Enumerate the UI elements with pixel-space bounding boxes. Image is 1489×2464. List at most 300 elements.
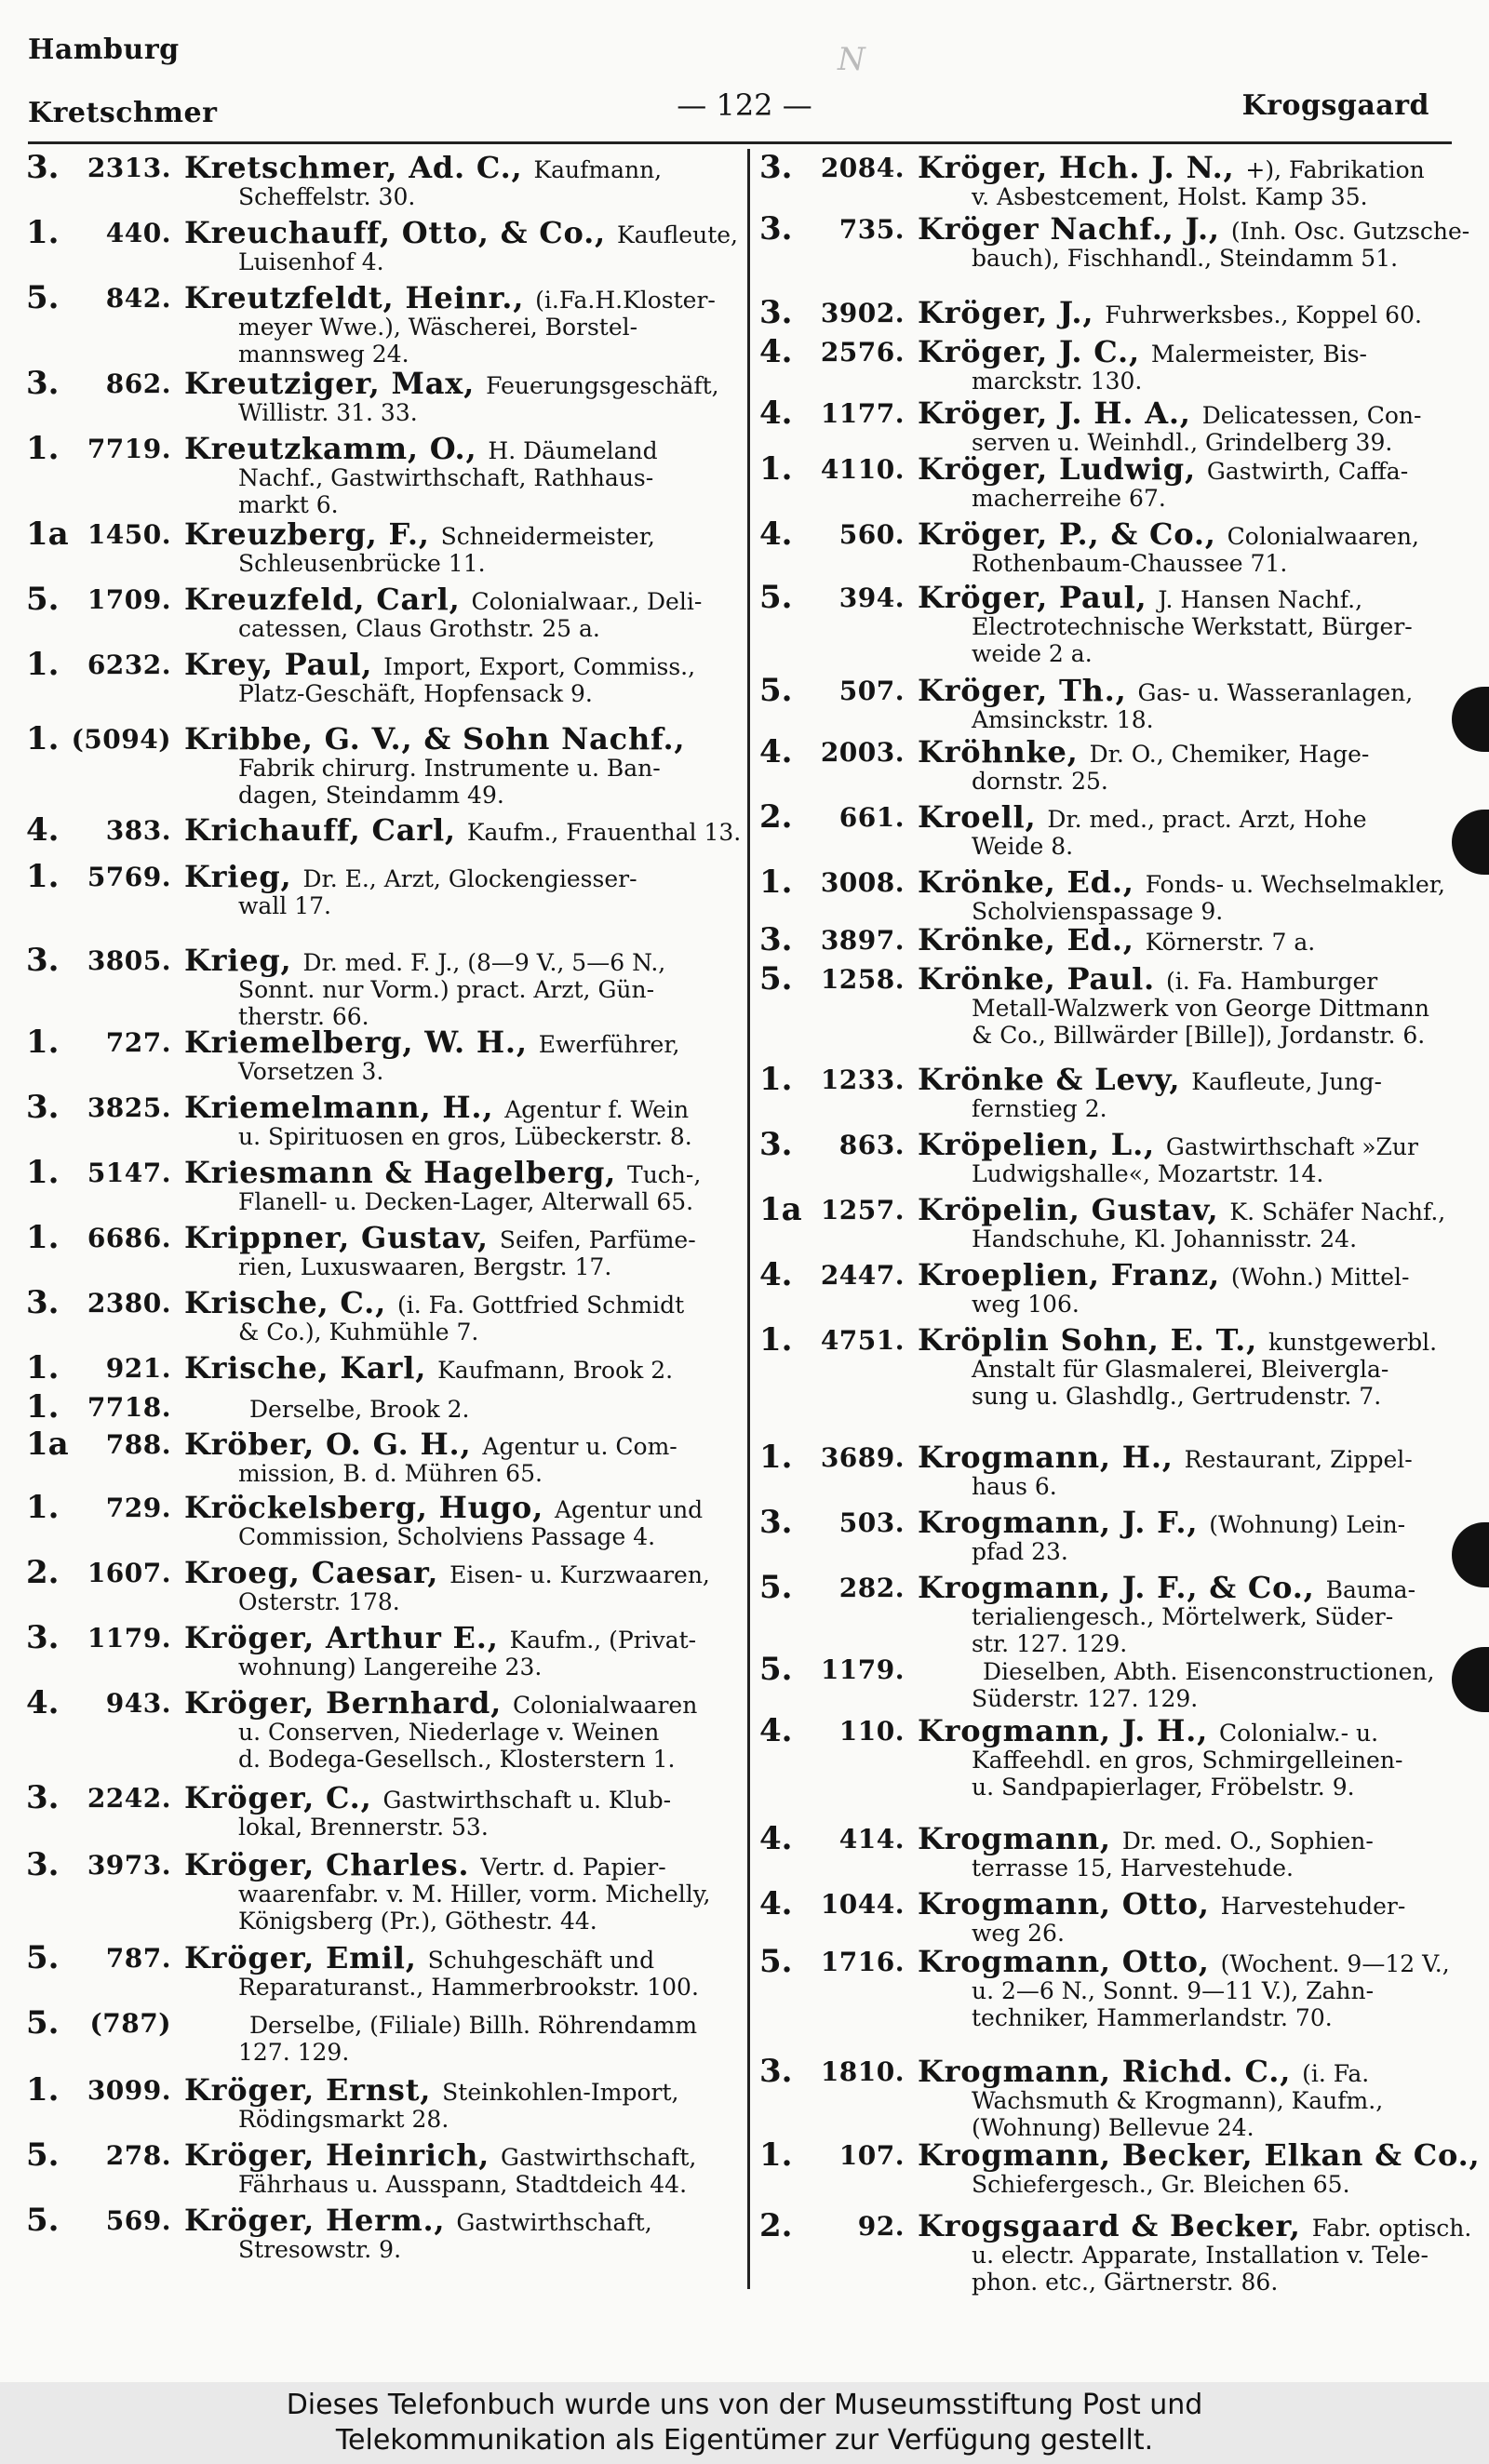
directory-entry	[26, 1284, 735, 1346]
phone-number: 1258.	[820, 964, 905, 995]
phone-number: 3902.	[820, 298, 905, 328]
district-code: 5.	[26, 581, 60, 618]
district-code: 5.	[26, 2202, 60, 2239]
entry-continuation-line: Platz-Geschäft, Hopfensack 9.	[238, 680, 593, 707]
entry-detail: (Wohnung) Lein-	[1209, 1511, 1406, 1538]
entry-continuation-line: meyer Wwe.), Wäscherei, Borstel-	[238, 314, 638, 341]
entry-first-line	[26, 1219, 735, 1256]
subscriber-name: Kriesmann & Hagelberg,	[184, 1155, 617, 1190]
entry-continuation-line: Wachsmuth & Krogmann), Kaufm.,	[972, 2087, 1384, 2114]
district-code: 1.	[26, 1349, 60, 1386]
entry-detail: Vertr. d. Papier-	[480, 1854, 666, 1881]
subscriber-name: Krische, C.,	[184, 1285, 387, 1320]
district-code: 1.	[759, 864, 793, 901]
phone-number: 1716.	[820, 1947, 905, 1977]
directory-entry	[26, 149, 735, 210]
district-code: 4.	[759, 1712, 793, 1749]
entry-continuation-line: marckstr. 130.	[972, 368, 1143, 395]
phone-number: 1233.	[820, 1065, 905, 1095]
entry-first-line	[759, 864, 1459, 901]
district-code: 4.	[759, 333, 793, 370]
directory-entry	[759, 1943, 1459, 2031]
footer-line-1: Dieses Telefonbuch wurde uns von der Museumsstiftung Post und	[286, 2389, 1203, 2421]
subscriber-name: Kreuzberg, F.,	[184, 516, 430, 552]
subscriber-name: Kröger, Ludwig,	[918, 451, 1196, 487]
entry-name-line	[918, 1127, 1418, 1162]
directory-entry	[26, 1554, 735, 1615]
directory-entry	[759, 1651, 1459, 1712]
subscriber-name: Kreuzfeld, Carl,	[184, 582, 461, 617]
entry-name-line	[918, 150, 1425, 185]
district-code: 3.	[26, 1284, 60, 1321]
subscriber-name: Kröger, Bernhard,	[184, 1685, 503, 1721]
directory-entry	[26, 1684, 735, 1773]
subscriber-name: Krey, Paul,	[184, 647, 373, 682]
entry-first-line	[26, 1684, 735, 1721]
entry-name-line	[184, 2072, 679, 2108]
entry-continuation-line: waarenfabr. v. M. Hiller, vorm. Michelly,	[238, 1881, 711, 1908]
phone-number: 1607.	[87, 1558, 171, 1588]
entry-detail: Fonds- u. Wechselmakler,	[1145, 871, 1445, 898]
district-code: 2.	[26, 1554, 60, 1591]
entry-continuation-line: techniker, Hammerlandstr. 70.	[972, 2004, 1333, 2031]
subscriber-name: Kriemelmann, H.,	[184, 1090, 494, 1125]
entry-detail: Dr. med., pract. Arzt, Hohe	[1047, 806, 1367, 833]
entry-detail: Fabr. optisch.	[1311, 2215, 1472, 2242]
directory-entry	[759, 1256, 1459, 1318]
right-running-head: Krogsgaard	[1241, 89, 1429, 122]
subscriber-name: Krönke, Ed.,	[918, 864, 1134, 900]
entry-first-line	[759, 1321, 1459, 1359]
directory-entry	[26, 516, 735, 577]
entry-continuation-line: mannsweg 24.	[238, 341, 409, 368]
entry-first-line	[26, 942, 735, 979]
district-code: 5.	[759, 1569, 793, 1606]
entry-detail: Agentur f. Wein	[504, 1096, 690, 1123]
entry-first-line	[26, 149, 735, 186]
entry-detail: Derselbe, (Filiale) Billh. Röhrendamm	[249, 2012, 698, 2039]
city-header: Hamburg	[28, 33, 180, 66]
phone-number: 507.	[838, 676, 905, 706]
subscriber-name: Kreuchauff, Otto, & Co.,	[184, 215, 606, 250]
district-code: 3.	[26, 1779, 60, 1816]
phone-number: 661.	[838, 802, 905, 833]
phone-number: 3897.	[820, 925, 905, 956]
subscriber-name: Kribbe, G. V., & Sohn Nachf.,	[184, 721, 686, 757]
entry-name-line	[184, 1685, 698, 1721]
directory-entry	[26, 942, 735, 1030]
directory-entry	[759, 864, 1459, 925]
entry-first-line	[26, 2071, 735, 2109]
subscriber-name: Kröger, Charles.	[184, 1847, 470, 1882]
directory-entry	[26, 2004, 735, 2066]
subscriber-name: Kröger, Heinrich,	[184, 2137, 490, 2173]
entry-detail: Bauma-	[1325, 1576, 1416, 1603]
entry-name-line	[918, 1322, 1438, 1358]
entry-continuation-line: Willistr. 31. 33.	[238, 399, 418, 426]
entry-continuation-line: Kaffeehdl. en gros, Schmirgelleinen-	[972, 1747, 1403, 1774]
subscriber-name: Kröpelin, Gustav,	[918, 1192, 1219, 1227]
directory-entry	[759, 579, 1459, 667]
entry-name-line	[918, 580, 1363, 615]
entry-first-line	[26, 858, 735, 895]
entry-name-line	[918, 516, 1419, 552]
district-code: 3.	[26, 1846, 60, 1883]
entry-detail: (i. Fa.	[1302, 2060, 1370, 2087]
district-code: 1a	[26, 516, 69, 553]
entry-first-line	[26, 1619, 735, 1656]
directory-entry	[759, 395, 1459, 456]
subscriber-name: Kröger, C.,	[184, 1780, 372, 1815]
entry-name-line	[918, 295, 1422, 330]
directory-entry	[26, 1426, 735, 1487]
entry-first-line	[26, 720, 735, 757]
entry-first-line	[759, 1712, 1459, 1749]
district-code: 1a	[26, 1426, 69, 1463]
district-code: 5.	[26, 279, 60, 316]
entry-continuation-line: u. Sandpapierlager, Fröbelstr. 9.	[972, 1774, 1355, 1801]
entry-continuation-line: & Co.), Kuhmühle 7.	[238, 1319, 479, 1346]
directory-entry	[759, 1712, 1459, 1801]
entry-name-line	[184, 280, 716, 315]
subscriber-name: Krogmann, Richd. C.,	[918, 2054, 1292, 2089]
directory-entry	[759, 921, 1459, 958]
entry-continuation-line: rien, Luxuswaaren, Bergstr. 17.	[238, 1253, 612, 1280]
phone-number: 2447.	[820, 1260, 905, 1291]
entry-detail: (Wohn.) Mittel-	[1230, 1264, 1410, 1291]
district-code: 4.	[26, 1684, 60, 1721]
district-code: 1.	[26, 214, 60, 251]
subscriber-name: Kroeg, Caesar,	[184, 1555, 439, 1590]
entry-continuation-line: Fährhaus u. Ausspann, Stadtdeich 44.	[238, 2171, 688, 2198]
entry-detail: Schneidermeister,	[440, 523, 655, 550]
entry-detail: (Wochent. 9—12 V.,	[1220, 1950, 1450, 1977]
district-code: 3.	[759, 294, 793, 331]
entry-detail: Steinkohlen-Import,	[442, 2079, 679, 2106]
entry-continuation-line: weide 2 a.	[972, 640, 1093, 667]
phone-number: 863.	[838, 1130, 905, 1160]
entry-continuation-line: catessen, Claus Grothstr. 25 a.	[238, 615, 600, 642]
district-code: 4.	[759, 733, 793, 770]
directory-entry	[759, 294, 1459, 331]
entry-name-line	[184, 1940, 655, 1975]
directory-entry	[759, 450, 1459, 512]
district-code: 1a	[759, 1191, 802, 1228]
entry-continuation-line: 127. 129.	[238, 2039, 350, 2066]
header-rule	[28, 141, 1452, 144]
entry-continuation-line: Sonnt. nur Vorm.) pract. Arzt, Gün-	[238, 976, 655, 1003]
district-code: 4.	[759, 395, 793, 432]
entry-first-line	[26, 2202, 735, 2239]
phone-number: 5769.	[87, 862, 171, 892]
entry-name-line	[184, 1620, 697, 1655]
entry-detail: H. Däumeland	[488, 437, 658, 464]
entry-name-line	[184, 1024, 680, 1060]
entry-detail: Dr. E., Arzt, Glockengiesser-	[302, 865, 637, 892]
entry-name-line	[918, 1062, 1382, 1097]
subscriber-name: Kröger, Hch. J. N.,	[918, 150, 1235, 185]
directory-entry	[26, 1939, 735, 2001]
phone-number: 735.	[838, 214, 905, 245]
phone-number: 503.	[838, 1507, 905, 1538]
entry-detail: Kaufm., (Privat-	[509, 1627, 697, 1654]
directory-entry	[759, 1439, 1459, 1500]
phone-number: 1177.	[820, 398, 905, 429]
subscriber-name: Kröger, J. C.,	[918, 334, 1140, 369]
subscriber-name: Kröplin Sohn, E. T.,	[918, 1322, 1258, 1358]
entry-detail: Fuhrwerksbes., Koppel 60.	[1105, 301, 1422, 328]
entry-first-line	[759, 294, 1459, 331]
entry-name-line	[918, 922, 1316, 957]
entry-name-line	[918, 1257, 1410, 1292]
directory-entry	[759, 516, 1459, 577]
entry-detail: Gastwirthschaft »Zur	[1165, 1133, 1418, 1160]
entry-first-line	[759, 1061, 1459, 1098]
entry-continuation-line: therstr. 66.	[238, 1003, 369, 1030]
phone-number: 2313.	[87, 153, 171, 183]
phone-number: 569.	[105, 2205, 171, 2236]
entry-continuation-line: & Co., Billwärder [Bille]), Jordanstr. 6.	[972, 1022, 1426, 1049]
entry-continuation-line: Scholvienspassage 9.	[972, 898, 1224, 925]
district-code: 1.	[759, 1061, 793, 1098]
phone-number: 383.	[105, 815, 171, 846]
entry-detail: Colonialwaar., Deli-	[471, 588, 703, 615]
district-code: 4.	[26, 811, 60, 849]
phone-number: 278.	[105, 2140, 171, 2171]
phone-number: 1810.	[820, 2056, 905, 2087]
subscriber-name: Kröger, Ernst,	[184, 2072, 432, 2108]
phone-number: 729.	[105, 1493, 171, 1523]
subscriber-name: Krönke, Ed.,	[918, 922, 1134, 957]
entry-name-line	[918, 673, 1414, 708]
subscriber-name: Krogmann, J. F.,	[918, 1505, 1199, 1540]
directory-entry	[759, 1061, 1459, 1122]
directory-entry	[26, 2202, 735, 2263]
entry-detail: +), Fabrikation	[1245, 156, 1425, 183]
subscriber-name: Krogsgaard & Becker,	[918, 2208, 1301, 2243]
entry-name-line	[918, 1713, 1379, 1748]
district-code: 5.	[759, 1943, 793, 1980]
subscriber-name: Kröger, Paul,	[918, 580, 1147, 615]
entry-detail: Seifen, Parfüme-	[499, 1226, 696, 1253]
entry-continuation-line: dornstr. 25.	[972, 768, 1108, 795]
phone-number: 4110.	[820, 454, 905, 485]
entry-name-line	[184, 1780, 672, 1815]
entry-continuation-line: Ludwigshalle«, Mozartstr. 14.	[972, 1160, 1324, 1187]
entry-first-line	[759, 579, 1459, 616]
directory-entry	[26, 1489, 735, 1550]
district-code: 3.	[759, 210, 793, 248]
entry-continuation-line: u. 2—6 N., Sonnt. 9—11 V.), Zahn-	[972, 1977, 1375, 2004]
phone-number: 560.	[838, 519, 905, 550]
district-code: 1.	[26, 720, 60, 757]
entry-continuation-line: Handschuhe, Kl. Johannisstr. 24.	[972, 1225, 1358, 1252]
directory-entry	[26, 1154, 735, 1215]
phone-number: 3973.	[87, 1850, 171, 1881]
entry-continuation-line: Scheffelstr. 30.	[238, 183, 416, 210]
entry-first-line	[759, 1191, 1459, 1228]
district-code: 3.	[26, 942, 60, 979]
entry-continuation-line: Amsinckstr. 18.	[972, 706, 1154, 733]
district-code: 3.	[759, 1126, 793, 1163]
subscriber-name: Krönke & Levy,	[918, 1062, 1181, 1097]
district-code: 1.	[26, 1154, 60, 1191]
district-code: 3.	[759, 149, 793, 186]
district-code: 3.	[26, 1089, 60, 1126]
subscriber-name: Kroeplien, Franz,	[918, 1257, 1220, 1292]
directory-entry	[26, 1619, 735, 1681]
entry-name-line	[184, 859, 637, 894]
entry-first-line	[759, 672, 1459, 709]
phone-number: 727.	[105, 1027, 171, 1058]
entry-detail: Delicatessen, Con-	[1201, 402, 1422, 429]
district-code: 3.	[26, 149, 60, 186]
phone-number: 3805.	[87, 945, 171, 976]
district-code: 2.	[759, 2207, 793, 2244]
handwritten-mark: N	[838, 41, 865, 78]
entry-name-line	[918, 395, 1422, 431]
entry-detail: Dr. med. O., Sophien-	[1121, 1828, 1374, 1855]
page-number: — 122 —	[677, 87, 812, 123]
entry-first-line	[26, 1349, 735, 1386]
entry-first-line	[759, 395, 1459, 432]
subscriber-name: Kretschmer, Ad. C.,	[184, 150, 523, 185]
subscriber-name: Krogmann, Becker, Elkan & Co.,	[918, 2137, 1481, 2173]
entry-first-line	[26, 1284, 735, 1321]
phone-number: 7718.	[87, 1392, 171, 1423]
entry-detail: kunstgewerbl.	[1268, 1329, 1438, 1356]
directory-entry	[759, 210, 1470, 272]
directory-entry	[26, 1089, 735, 1150]
entry-name-line	[184, 1350, 674, 1386]
district-code: 5.	[759, 960, 793, 998]
entry-detail: Agentur und	[554, 1496, 704, 1523]
entry-detail: Kaufmann, Brook 2.	[437, 1357, 674, 1384]
entry-first-line	[759, 1651, 1459, 1688]
directory-entry	[26, 365, 735, 426]
entry-detail: Tuch-,	[627, 1161, 702, 1188]
directory-entry	[759, 2207, 1472, 2296]
entry-first-line	[759, 333, 1459, 370]
phone-number: 921.	[105, 1353, 171, 1384]
entry-name-line	[918, 1821, 1374, 1856]
phone-number: 2576.	[820, 337, 905, 368]
district-code: 1.	[759, 1321, 793, 1359]
entry-first-line	[26, 1089, 735, 1126]
directory-entry	[26, 279, 735, 368]
subscriber-name: Kröckelsberg, Hugo,	[184, 1490, 544, 1525]
entry-name-line	[249, 2010, 697, 2039]
entry-detail: Dr. O., Chemiker, Hage-	[1089, 741, 1370, 768]
entry-continuation-line: macherreihe 67.	[972, 485, 1166, 512]
district-code: 3.	[759, 2053, 793, 2090]
district-code: 1.	[26, 2071, 60, 2109]
entry-continuation-line: weg 106.	[972, 1291, 1080, 1318]
entry-name-line	[184, 582, 703, 617]
entry-first-line	[759, 1439, 1459, 1476]
entry-name-line	[918, 1886, 1406, 1922]
entry-continuation-line: pfad 23.	[972, 1538, 1068, 1565]
entry-first-line	[26, 279, 735, 316]
entry-detail: Feuerungsgeschäft,	[486, 372, 719, 399]
subscriber-name: Kröger Nachf., J.,	[918, 211, 1220, 247]
entry-continuation-line: Anstalt für Glasmalerei, Bleivergla-	[972, 1356, 1389, 1383]
entry-first-line	[759, 149, 1459, 186]
district-code: 1.	[26, 1489, 60, 1526]
directory-entry	[26, 214, 738, 275]
entry-name-line	[184, 150, 663, 185]
entry-first-line	[759, 450, 1459, 488]
entry-continuation-line: u. Conserven, Niederlage v. Weinen	[238, 1719, 660, 1746]
entry-first-line	[26, 1554, 735, 1591]
entry-name-line	[983, 1656, 1434, 1685]
entry-continuation-line: Schiefergesch., Gr. Bleichen 65.	[972, 2171, 1350, 2198]
entry-name-line	[184, 647, 696, 682]
entry-detail: Import, Export, Commiss.,	[383, 653, 696, 680]
entry-detail: Ewerführer,	[538, 1031, 680, 1058]
entry-name-line	[918, 1944, 1450, 1979]
entry-detail: Gastwirthschaft,	[456, 2209, 652, 2236]
entry-continuation-line: Vorsetzen 3.	[238, 1058, 384, 1085]
phone-number: 2084.	[820, 153, 905, 183]
directory-entry	[759, 1569, 1459, 1657]
entry-first-line	[26, 646, 735, 683]
phone-number: 1044.	[820, 1889, 905, 1920]
entry-name-line	[918, 864, 1445, 900]
entry-detail: Colonialwaaren	[513, 1692, 698, 1719]
subscriber-name: Kröpelien, L.,	[918, 1127, 1155, 1162]
entry-detail: Schuhgeschäft und	[427, 1947, 655, 1974]
phone-number: 3689.	[820, 1442, 905, 1473]
entry-name-line	[184, 1285, 685, 1320]
entry-first-line	[759, 1504, 1459, 1541]
subscriber-name: Kröger, J. H. A.,	[918, 395, 1191, 431]
entry-detail: (i. Fa. Gottfried Schmidt	[396, 1292, 685, 1319]
directory-entry	[26, 1388, 735, 1426]
phone-number: 1257.	[820, 1195, 905, 1225]
subscriber-name: Kröger, Emil,	[184, 1940, 417, 1975]
entry-first-line	[759, 1885, 1459, 1922]
entry-detail: (i.Fa.H.Kloster-	[535, 287, 716, 314]
district-code: 4.	[759, 1820, 793, 1857]
entry-continuation-line: Weide 8.	[972, 833, 1074, 860]
entry-name-line	[184, 1155, 702, 1190]
district-code: 1.	[26, 858, 60, 895]
entry-name-line	[184, 1220, 696, 1255]
phone-number: 1179.	[87, 1623, 171, 1654]
entry-continuation-line: Schleusenbrücke 11.	[238, 550, 486, 577]
district-code: 5.	[26, 2004, 60, 2042]
district-code: 3.	[26, 1619, 60, 1656]
phone-number: 2003.	[820, 737, 905, 768]
phone-number: 2380.	[87, 1288, 171, 1319]
subscriber-name: Kröber, O. G. H.,	[184, 1426, 472, 1462]
directory-entry	[26, 1024, 735, 1085]
entry-first-line	[26, 1779, 735, 1816]
entry-detail: (Inh. Osc. Gutzsche-	[1230, 218, 1470, 245]
entry-detail: Colonialw.- u.	[1219, 1720, 1379, 1747]
subscriber-name: Krogmann, J. F., & Co.,	[918, 1570, 1315, 1605]
entry-first-line	[26, 1388, 735, 1426]
entry-detail: Kaufmann,	[533, 156, 663, 183]
directory-entry	[759, 333, 1459, 395]
entry-continuation-line: Metall-Walzwerk von George Dittmann	[972, 995, 1429, 1022]
entry-name-line	[184, 431, 658, 466]
phone-number: 3099.	[87, 2075, 171, 2106]
entry-first-line	[759, 1820, 1459, 1857]
entry-name-line	[918, 2137, 1481, 2173]
entry-detail: Harvestehuder-	[1220, 1893, 1406, 1920]
